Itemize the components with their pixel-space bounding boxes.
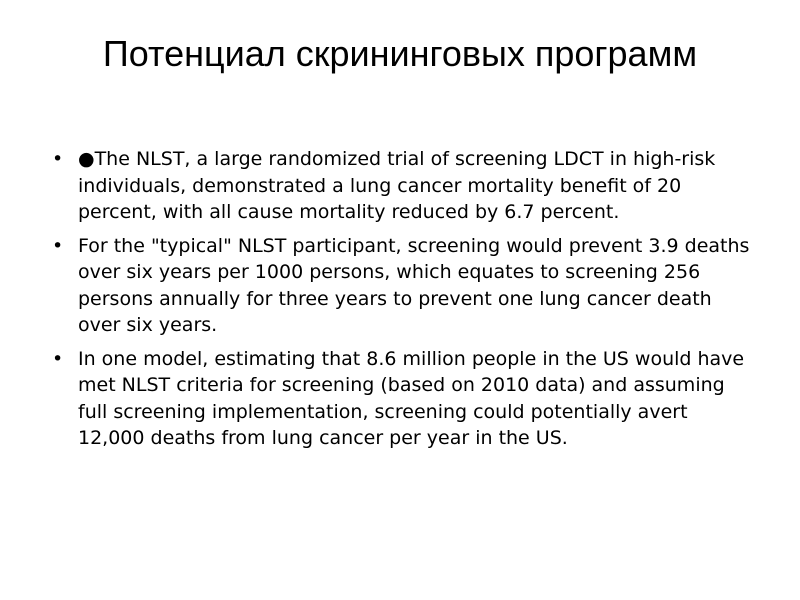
bullet-text: For the "typical" NLST participant, screening would prevent 3.9 deaths over six years per 1000 persons, which equates to screening 256 persons annually for three years to prevent one lung cancer death over six years. — [78, 234, 750, 336]
bullet-marker-icon: • — [52, 148, 64, 170]
bullet-marker-icon: • — [52, 347, 64, 370]
bullet-marker-icon: • — [52, 234, 64, 257]
bullet-item — [48, 346, 760, 452]
bullet-item — [48, 233, 760, 339]
bullet-list — [48, 146, 760, 459]
slide-title: Потенциал скрининговых программ — [102, 33, 698, 74]
bullet-item — [48, 146, 760, 226]
bullet-text: In one model, estimating that 8.6 million people in the US would have met NLST criteria for screening (based on 2010 data) and assuming full screening implementation, screening could potentially avert 12,000 deaths from lung cancer per year in the US. — [78, 347, 745, 449]
bullet-text: ●The NLST, a large randomized trial of screening LDCT in high-risk individuals, demonstrated a lung cancer mortality benefit of 20 percent, with all cause mortality reduced by 6.7 percent. — [78, 148, 716, 223]
